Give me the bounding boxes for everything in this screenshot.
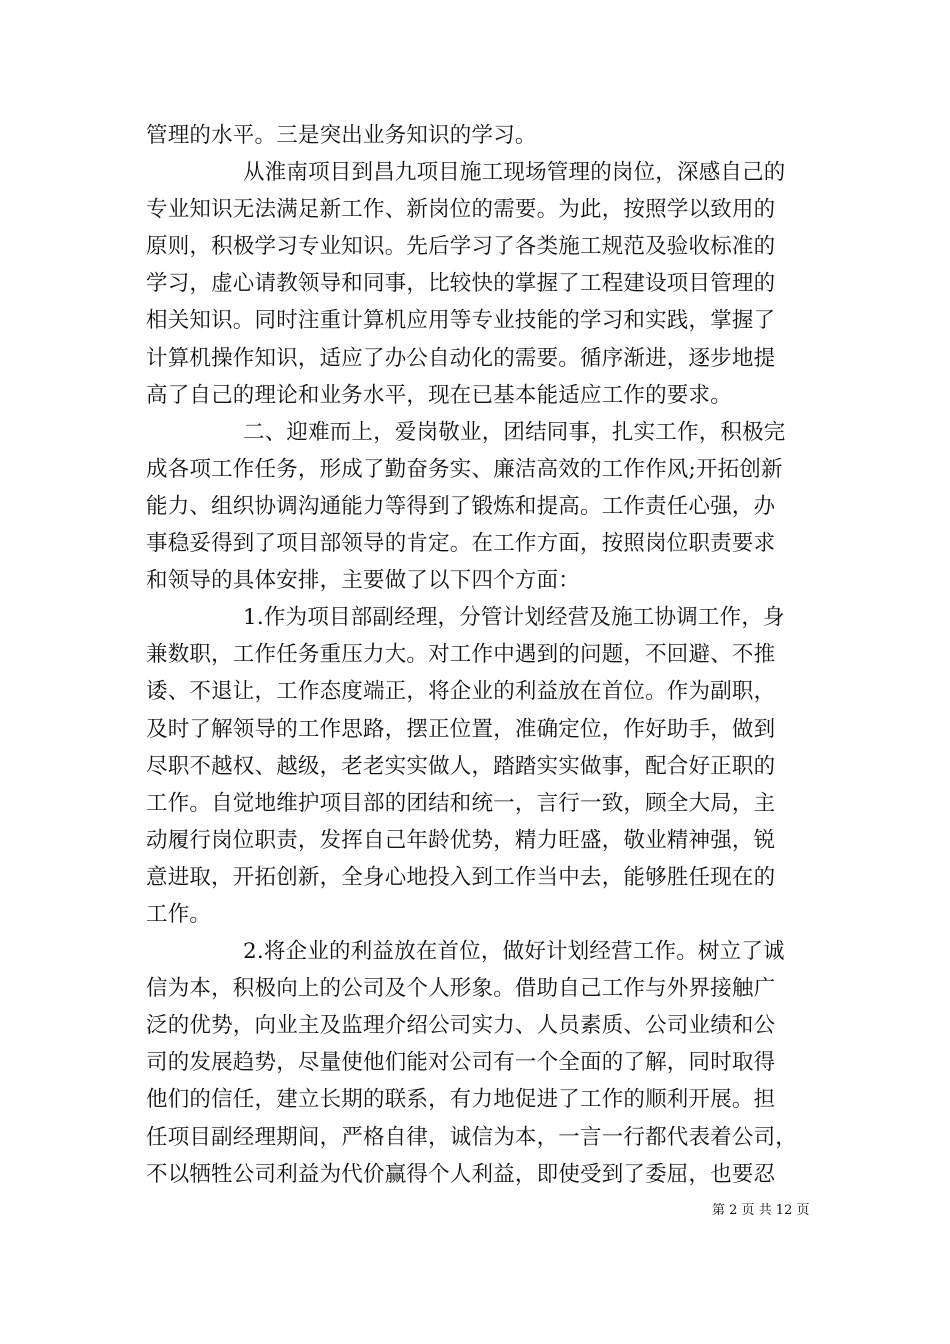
- paragraph-line: 事稳妥得到了项目部领导的肯定。在工作方面，按照岗位职责要求: [146, 531, 776, 557]
- paragraph-line: 兼数职，工作任务重压力大。对工作中遇到的问题，不回避、不推: [146, 642, 776, 668]
- paragraph-line: 不以牺牲公司利益为代价赢得个人利益，即使受到了委屈，也要忍: [146, 1161, 776, 1187]
- paragraph-line: 从淮南项目到昌九项目施工现场管理的岗位，深感自己的: [243, 160, 786, 186]
- paragraph-line: 学习，虚心请教领导和同事，比较快的掌握了工程建设项目管理的: [146, 271, 776, 297]
- document-body: [146, 117, 810, 1193]
- paragraph-line: 专业知识无法满足新工作、新岗位的需要。为此，按照学以致用的: [146, 197, 776, 223]
- paragraph-line: 工作。自觉地维护项目部的团结和统一，言行一致，顾全大局，主: [146, 790, 776, 816]
- paragraph-line: 高了自己的理论和业务水平，现在已基本能适应工作的要求。: [146, 382, 732, 408]
- paragraph-line: 诿、不退让，工作态度端正，将企业的利益放在首位。作为副职，: [146, 679, 776, 705]
- paragraph-line: 成各项工作任务，形成了勤奋务实、廉洁高效的工作作风;开拓创新: [146, 456, 783, 482]
- paragraph-line: 司的发展趋势，尽量使他们能对公司有一个全面的了解，同时取得: [146, 1050, 776, 1076]
- paragraph-line: 动履行岗位职责，发挥自己年龄优势，精力旺盛，敬业精神强，锐: [146, 827, 776, 853]
- paragraph-line: 管理的水平。三是突出业务知识的学习。: [146, 123, 537, 148]
- paragraph-line: 1.作为项目部副经理，分管计划经营及施工协调工作，身: [243, 605, 785, 631]
- paragraph-line: 信为本，积极向上的公司及个人形象。借助自己工作与外界接触广: [146, 976, 776, 1002]
- paragraph-line: 二、迎难而上，爱岗敬业，团结同事，扎实工作，积极完: [243, 419, 786, 445]
- paragraph-line: 意进取，开拓创新，全身心地投入到工作当中去，能够胜任现在的: [146, 864, 776, 890]
- paragraph-line: 他们的信任，建立长期的联系，有力地促进了工作的顺利开展。担: [146, 1087, 776, 1113]
- paragraph-line: 2.将企业的利益放在首位，做好计划经营工作。树立了诚: [243, 939, 785, 965]
- paragraph-line: 尽职不越权、越级，老老实实做人，踏踏实实做事，配合好正职的: [146, 753, 776, 779]
- paragraph-line: 原则，积极学习专业知识。先后学习了各类施工规范及验收标准的: [146, 234, 776, 260]
- paragraph-line: 泛的优势，向业主及监理介绍公司实力、人员素质、公司业绩和公: [146, 1013, 776, 1039]
- paragraph-line: 和领导的具体安排，主要做了以下四个方面：: [146, 568, 581, 594]
- paragraph-line: 相关知识。同时注重计算机应用等专业技能的学习和实践，掌握了: [146, 308, 776, 334]
- paragraph-line: 能力、组织协调沟通能力等得到了锻炼和提高。工作责任心强，办: [146, 493, 776, 519]
- paragraph-line: 计算机操作知识，适应了办公自动化的需要。循序渐进，逐步地提: [146, 345, 776, 371]
- paragraph-line: 工作。: [146, 901, 212, 927]
- page-number-footer: 第 2 页 共 12 页: [712, 1203, 810, 1218]
- paragraph-line: 及时了解领导的工作思路，摆正位置，准确定位，作好助手，做到: [146, 716, 776, 742]
- paragraph-line: 任项目副经理期间，严格自律，诚信为本，一言一行都代表着公司，: [146, 1124, 798, 1150]
